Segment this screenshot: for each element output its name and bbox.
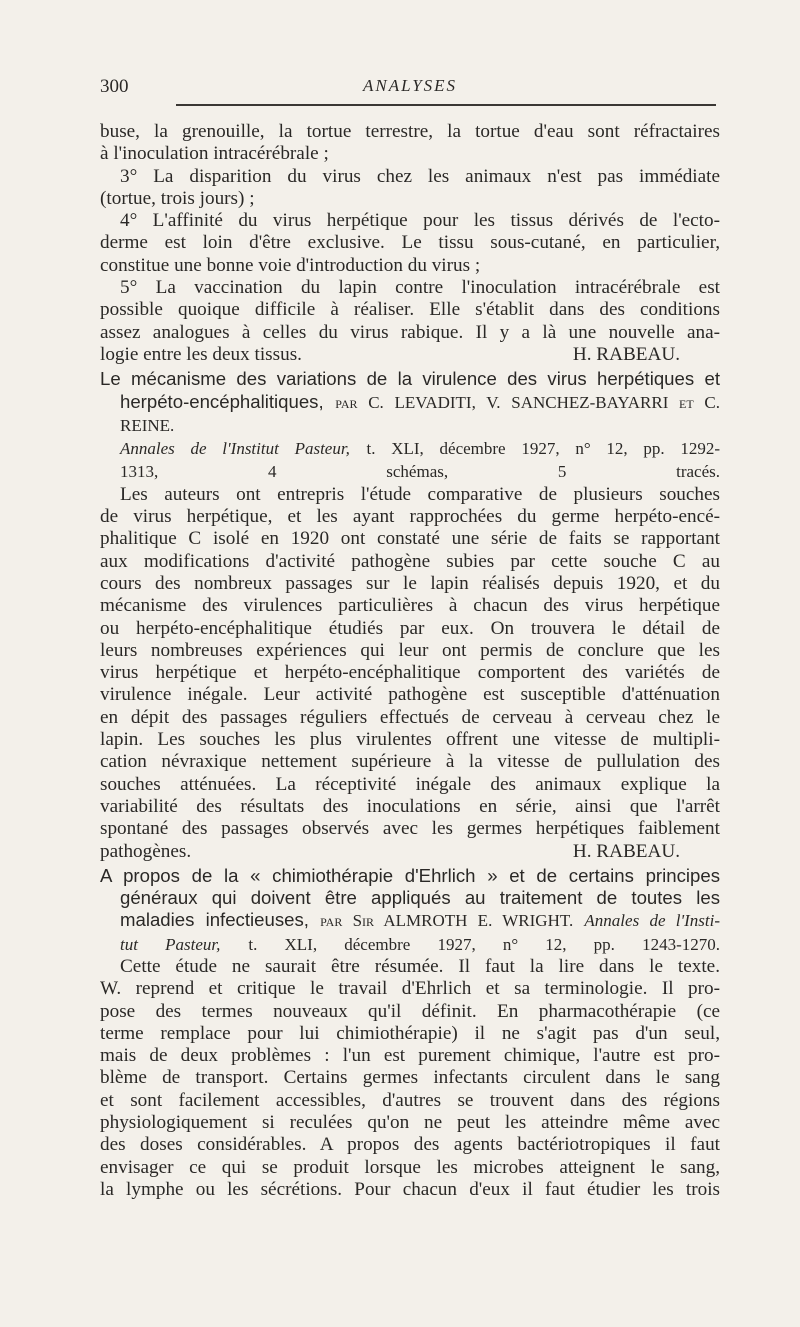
page-number: 300 — [100, 76, 129, 97]
article-authors: par Sir ALMROTH E. WRIGHT. — [320, 911, 574, 931]
paragraph-line: virus herpétique et herpéto-encéphalitique comportent des variétés de — [100, 662, 720, 684]
title-line: Le mécanisme des variations de la virulence des virus herpétiques et — [100, 368, 720, 390]
paragraph-line: Cette étude ne saurait être résumée. Il faut la lire dans le texte. — [120, 955, 720, 977]
article-title — [100, 865, 720, 956]
title-line: maladies infectieuses, — [120, 909, 309, 931]
paragraph-line: aux modifications d'activité pathogène subies par cette souche C au — [100, 550, 720, 572]
paragraph-line: Les auteurs ont entrepris l'étude comparative de plusieurs souches — [120, 483, 720, 505]
paragraph-line: souches atténuées. La réceptivité inégale des animaux explique la — [100, 773, 720, 795]
journal-reference-cont: 1313, 4 schémas, 5 tracés. — [120, 462, 720, 482]
article-title — [100, 368, 720, 483]
author-signature: H. RABEAU. — [572, 343, 680, 365]
paragraph-line: ou herpéto-encéphalitique étudiés par eux. On trouvera le détail de — [100, 617, 720, 639]
paragraph-line: 4° L'affinité du virus herpétique pour les tissus dérivés de l'ecto- — [120, 210, 720, 232]
paragraph-line: (tortue, trois jours) ; — [100, 187, 255, 209]
paragraph-line: physiologiquement si reculées qu'on ne peut les atteindre même avec — [100, 1112, 720, 1134]
paragraph-line: leurs nombreuses expériences qui leur ont permis de conclure que les — [100, 639, 720, 661]
paragraph-line: la lymphe ou les sécrétions. Pour chacun d'eux il faut étudier les trois — [100, 1178, 720, 1200]
paragraph-line-text: logie entre les deux tissus. — [100, 343, 302, 365]
paragraph-line: mais de deux problèmes : l'un est purement chimique, l'autre est pro- — [100, 1045, 720, 1067]
paragraph-line: mécanisme des virulences particulières à chacun des virus herpétique — [100, 595, 720, 617]
paragraph-line: envisager ce qui se produit lorsque les microbes atteignent le sang, — [100, 1156, 720, 1178]
paragraph-line: buse, la grenouille, la tortue terrestre, la tortue d'eau sont réfractaires — [100, 121, 720, 142]
journal-reference: t. XLI, décembre 1927, n° 12, pp. 1292- — [366, 439, 721, 459]
paragraph-line: W. reprend et critique le travail d'Ehrlich et sa terminologie. Il pro- — [100, 978, 720, 1000]
paragraph-line: assez analogues à celles du virus rabique. Il y a là une nouvelle ana- — [100, 321, 720, 343]
paragraph-line: lapin. Les souches les plus virulentes offrent une vitesse de multipli- — [100, 729, 720, 751]
journal-reference: t. XLI, décembre 1927, n° 12, pp. 1243-1270. — [248, 934, 720, 954]
signature-line — [100, 344, 720, 366]
paragraph-line: en dépit des passages réguliers effectués de cerveau à cerveau chez le — [100, 706, 720, 728]
header-rule — [176, 104, 716, 106]
journal-name: Annales de l'Insti- — [584, 911, 720, 931]
running-head: ANALYSES — [362, 76, 458, 95]
paragraph-line: phalitique C isolé en 1920 ont constaté une série de faits se rapportant — [100, 528, 720, 550]
paragraph-line: à l'inoculation intracérébrale ; — [100, 143, 329, 165]
paragraph-line: possible quoique difficile à réaliser. Elle s'établit dans des conditions — [100, 299, 720, 321]
paragraph-line: derme est loin d'être exclusive. Le tissu sous-cutané, en particulier, — [100, 232, 720, 254]
paragraph-line: virulence inégale. Leur activité pathogène est susceptible d'atténuation — [100, 684, 720, 706]
page-body — [100, 121, 720, 1201]
paragraph-line: des doses considérables. A propos des agents bactériotropiques il faut — [100, 1134, 720, 1156]
paragraph-line: cation névraxique nettement supérieure à la vitesse de pullulation des — [100, 751, 720, 773]
paragraph-line: blème de transport. Certains germes infectants circulent dans le sang — [100, 1067, 720, 1089]
title-line: herpéto-encéphalitiques, — [120, 390, 324, 412]
paragraph-line: variabilité des résultats des inoculations en série, ainsi que l'arrêt — [100, 795, 720, 817]
author-signature: H. RABEAU. — [572, 840, 680, 862]
paragraph-line: cours des nombreux passages sur le lapin réalisés depuis 1920, et du — [100, 572, 720, 594]
paragraph-line: 3° La disparition du virus chez les animaux n'est pas immédiate — [120, 165, 720, 187]
paragraph-line: et sont facilement accessibles, d'autres se trouvent dans des régions — [100, 1089, 720, 1111]
paragraph-line: 5° La vaccination du lapin contre l'inoculation intracérébrale est — [120, 277, 720, 299]
title-line: A propos de la « chimiothérapie d'Ehrlich » et de certains principes — [100, 864, 720, 886]
paragraph-line: spontané des passages observés avec les germes herpétiques faiblement — [100, 818, 720, 840]
page-header — [100, 76, 720, 98]
paragraph-line: pose des termes nouveaux qu'il définit. En pharmacothérapie (ce — [100, 1000, 720, 1022]
article-authors: par C. LEVADITI, V. SANCHEZ-BAYARRI et C. REINE. — [120, 392, 720, 435]
paragraph-line-text: pathogènes. — [100, 840, 192, 862]
title-line: généraux qui doivent être appliqués au traitement de toutes les — [120, 887, 720, 909]
paragraph-line: terme remplace pour lui chimiothérapie) il ne s'agit pas d'un seul, — [100, 1022, 720, 1044]
paragraph-line: constitue une bonne voie d'introduction du virus ; — [100, 254, 481, 276]
paragraph-line: de virus herpétique, et les ayant rapprochées du germe herpéto-encé- — [100, 506, 720, 528]
journal-name: Annales de l'Institut Pasteur, — [120, 439, 350, 459]
signature-line — [100, 841, 720, 863]
journal-name-cont: tut Pasteur, — [120, 934, 221, 954]
